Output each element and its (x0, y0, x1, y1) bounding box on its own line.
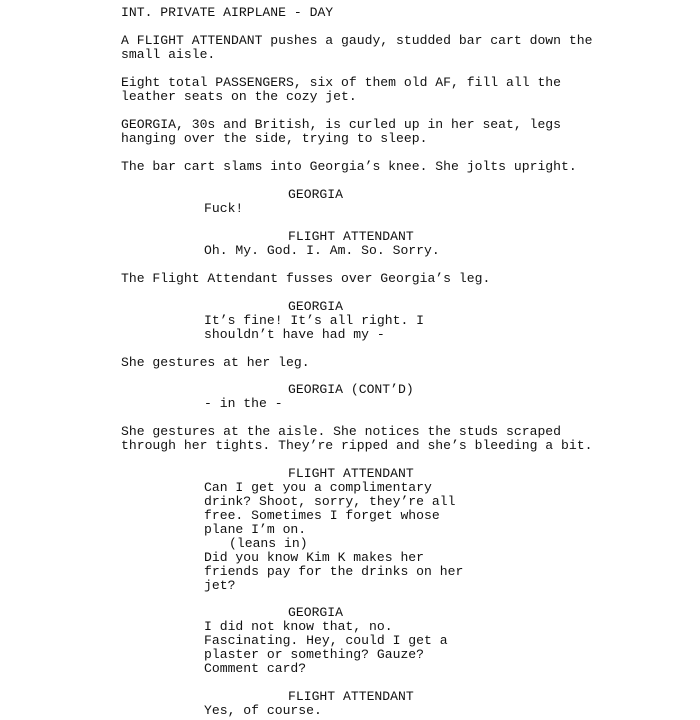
dialogue-line: Yes, of course. (204, 703, 322, 718)
dialogue-line: I did not know that, no. (204, 619, 393, 634)
character-name: GEORGIA (CONT’D) (288, 382, 414, 397)
character-name: FLIGHT ATTENDANT (288, 466, 414, 481)
action-line: hanging over the side, trying to sleep. (121, 131, 428, 146)
character-name: FLIGHT ATTENDANT (288, 229, 414, 244)
dialogue-line: friends pay for the drinks on her (204, 564, 464, 579)
dialogue-line: jet? (204, 578, 236, 593)
dialogue-line: - in the - (204, 396, 283, 411)
dialogue-line: Fascinating. Hey, could I get a (204, 633, 448, 648)
action-line: leather seats on the cozy jet. (121, 89, 357, 104)
action-line: The Flight Attendant fusses over Georgia’s leg. (121, 271, 491, 286)
action-line: She gestures at the aisle. She notices the studs scraped (121, 424, 562, 439)
parenthetical: (leans in) (229, 536, 308, 551)
dialogue-line: It’s fine! It’s all right. I (204, 313, 425, 328)
action-line: A FLIGHT ATTENDANT pushes a gaudy, studded bar cart down the (121, 33, 593, 48)
scene-heading: INT. PRIVATE AIRPLANE - DAY (121, 5, 334, 20)
dialogue-line: drink? Shoot, sorry, they’re all (204, 494, 456, 509)
character-name: GEORGIA (288, 187, 344, 202)
character-name: GEORGIA (288, 605, 344, 620)
action-line: Eight total PASSENGERS, six of them old AF, fill all the (121, 75, 562, 90)
dialogue-line: shouldn’t have had my - (204, 327, 385, 342)
dialogue-line: Comment card? (204, 661, 307, 676)
action-line: through her tights. They’re ripped and she’s bleeding a bit. (121, 438, 593, 453)
dialogue-line: Did you know Kim K makes her (204, 550, 425, 565)
action-line: small aisle. (121, 47, 216, 62)
dialogue-line: Can I get you a complimentary (204, 480, 432, 495)
action-line: She gestures at her leg. (121, 355, 310, 370)
action-line: The bar cart slams into Georgia’s knee. She jolts upright. (121, 159, 577, 174)
dialogue-line: plane I’m on. (204, 522, 307, 537)
dialogue-line: plaster or something? Gauze? (204, 647, 425, 662)
character-name: FLIGHT ATTENDANT (288, 689, 414, 704)
character-name: GEORGIA (288, 299, 344, 314)
action-line: GEORGIA, 30s and British, is curled up in her seat, legs (121, 117, 562, 132)
dialogue-line: Fuck! (204, 201, 244, 216)
dialogue-line: Oh. My. God. I. Am. So. Sorry. (204, 243, 440, 258)
dialogue-line: free. Sometimes I forget whose (204, 508, 440, 523)
